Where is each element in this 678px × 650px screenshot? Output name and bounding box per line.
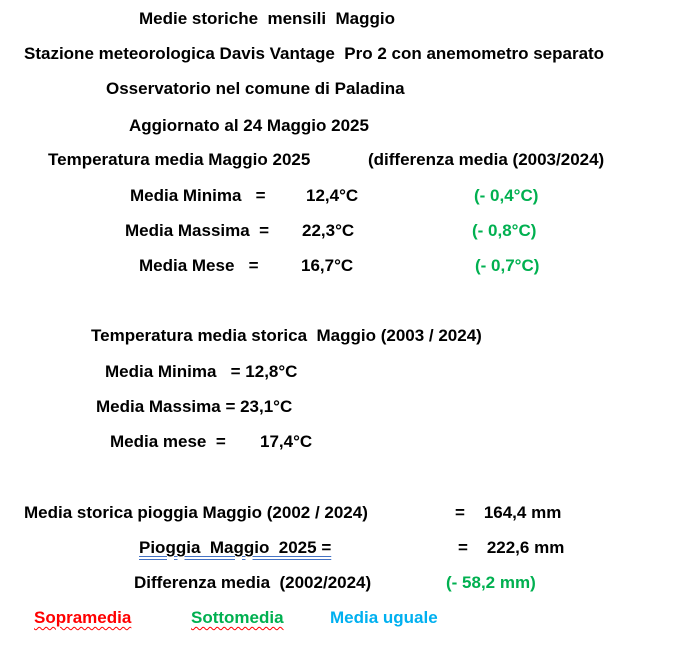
historical-min: Media Minima = 12,8°C	[105, 362, 298, 381]
historical-month-value: 17,4°C	[260, 432, 313, 451]
legend-below-average: Sottomedia	[191, 608, 284, 627]
historical-max: Media Massima = 23,1°C	[96, 397, 293, 416]
page-title: Medie storiche mensili Maggio	[139, 9, 395, 28]
current-month-value: 16,7°C	[301, 256, 354, 275]
current-min-value: 12,4°C	[306, 186, 359, 205]
rain-current-label: Pioggia Maggio 2025 =	[139, 538, 332, 557]
current-diff-heading: (differenza media (2003/2024)	[368, 150, 605, 169]
update-date: Aggiornato al 24 Maggio 2025	[129, 116, 369, 135]
current-min-label: Media Minima =	[130, 186, 266, 205]
rain-historical-label: Media storica pioggia Maggio (2002 / 2024)	[24, 503, 368, 522]
rain-diff-value: (- 58,2 mm)	[446, 573, 536, 592]
current-max-label: Media Massima =	[125, 221, 270, 240]
legend-equal-average: Media uguale	[330, 608, 438, 627]
observatory-location: Osservatorio nel comune di Paladina	[106, 79, 405, 98]
historical-month-label: Media mese =	[110, 432, 226, 451]
rain-historical-value: = 164,4 mm	[455, 503, 562, 522]
current-month-label: Media Mese =	[139, 256, 259, 275]
current-month-diff: (- 0,7°C)	[475, 256, 540, 275]
current-temp-heading: Temperatura media Maggio 2025	[48, 150, 311, 169]
rain-diff-label: Differenza media (2002/2024)	[134, 573, 372, 592]
current-max-diff: (- 0,8°C)	[472, 221, 537, 240]
historical-temp-heading: Temperatura media storica Maggio (2003 / 2024)	[91, 326, 482, 345]
current-min-diff: (- 0,4°C)	[474, 186, 539, 205]
legend-above-average: Sopramedia	[34, 608, 132, 627]
rain-current-value: = 222,6 mm	[458, 538, 565, 557]
current-max-value: 22,3°C	[302, 221, 355, 240]
station-description: Stazione meteorologica Davis Vantage Pro 2 con anemometro separato	[24, 44, 605, 63]
